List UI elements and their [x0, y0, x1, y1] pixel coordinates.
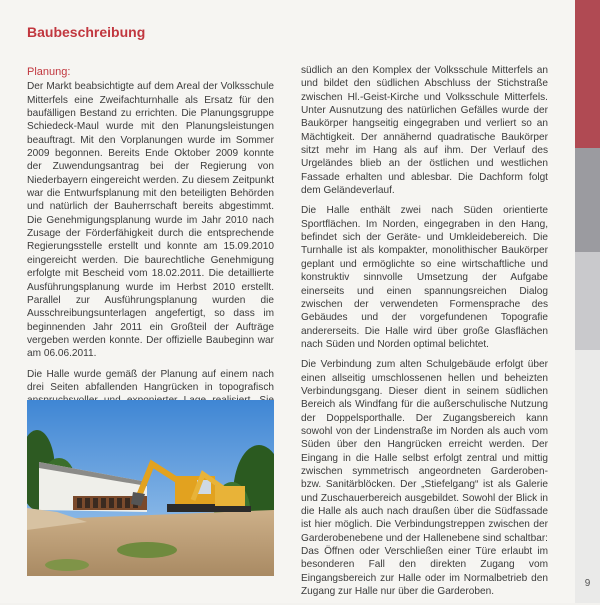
construction-site-photo [27, 400, 274, 576]
paragraph: Die Halle enthält zwei nach Süden orientierte Sportflächen. Im Norden, eingegraben in den Hang, befindet sich der Geräte- und Umkleidebereich. Die Turnhalle ist als kompakter, monolithischer Baukörper geplant und ermöglichte so eine wirtschaftliche und konstruktiv sinnvolle Umsetzung der Aufgabe einerseits und einen spannungsreichen Dialog zwischen der verwendeten Formensprache des Gebäudes und der vorgefundenen Topografie andererseits. Die Halle wird über große Glasflächen nach Süden und Norden optimal belichtet. [301, 205, 548, 350]
sidebar-red-block [575, 0, 600, 148]
paragraph [27, 66, 274, 361]
paragraph: Die Verbindung zum alten Schulgebäude erfolgt über einen allseitig umschlossenen hellen und beheizten Verbindungsgang. Dieser dient in seinem südlichen Bereich als Windfang für die außerschulische Nutzung der Doppelsporthalle. Der Zugangsbereich kann sowohl von der Lindenstraße im Norden als auch vom Süden über den Hangrücken erreicht werden. Der Eingang in die Halle selbst erfolgt zentral und mittig zwischen symmetrisch angeordneten Garderoben- bzw. Sanitärblöcken. Der „Stiefelgang“ ist als Galerie und Zuschauerbereich ausgebildet. Sowohl der Blick in die Halle als auch nach draußen über die Südfassade ist hier möglich. Die Verbindungstreppen zwischen der Garderobenebene und der Hallenebene sind schaltbar: Das Öffnen oder Verschließen einer Türe erlaubt im besonderen Fall den direkten Zugang vom Eingangsbereich zur Halle oder im Normalbetrieb den Zugang zur Halle nur über die Garderoben. [301, 359, 548, 598]
page-title: Baubeschreibung [27, 24, 146, 40]
section-subheading: Planung: [27, 66, 71, 78]
paragraph-text: Der Markt beabsichtigte auf dem Areal der Volksschule Mitterfels eine Zweifachturnhalle als Ersatz für den baufälligen Bestand zu errichten. Die Planungsgruppe Schiedeck-Maul wurde mit den Planungsleistungen beauftragt. Mit den Vorplanungen wurde im Sommer 2009 begonnen. Bereits Ende Oktober 2009 konnte der Zuwendungsantrag bei der Regierung von Niederbayern eingereicht werden. Zu diesem Zeitpunkt war die Entwurfsplanung mit den beteiligten Behörden und natürlich der Bauherrschaft bereits abgestimmt. Die Genehmigungsplanung wurde im Jahr 2010 nach Zusage der Förderfähigkeit durch die entsprechende Regierungsstelle erstellt und konnte am 15.09.2010 eingereicht werden. Die baurechtliche Genehmigung erfolgte mit Bescheid vom 18.02.2011. Die detaillierte Ausführungsplanung wurde im Herbst 2010 erstellt. Parallel zur Ausführungsplanung wurden die Ausschreibungsunterlagen angefertigt, so dass im beginnenden Jahr 2011 ein Großteil der Aufträge vergeben werden konnte. Der offizielle Baubeginn war am 06.06.2011. [27, 81, 274, 360]
page-number: 9 [584, 578, 591, 589]
paragraph: südlich an den Komplex der Volksschule Mitterfels an und bildet den südlichen Abschluss der Stichstraße zwischen Hl.-Geist-Kirche und Volksschule Mitterfels. Unter Ausnutzung des natürlichen Gefälles wurde der Baukörper hangseitig eingegraben und verliert so an Mächtigkeit. Der annähernd quadratische Baukörper sitzt mehr im Hang als auf ihm. Der Verlauf des Urgeländes blieb an der östlichen und westlichen Fassade erhalten und ablesbar. Die Dachform folgt dem Geländeverlauf. [301, 65, 548, 197]
text-column-right [301, 64, 548, 605]
color-sidebar [575, 0, 600, 603]
sidebar-pale-block [575, 350, 600, 603]
text-column-left [27, 66, 274, 428]
sidebar-grey-block [575, 148, 600, 252]
paragraph: Die Halle wurde gemäß der Planung auf einem nach drei Seiten abfallenden Hangrücken in topografisch [27, 368, 274, 393]
sidebar-light-grey-block [575, 252, 600, 350]
